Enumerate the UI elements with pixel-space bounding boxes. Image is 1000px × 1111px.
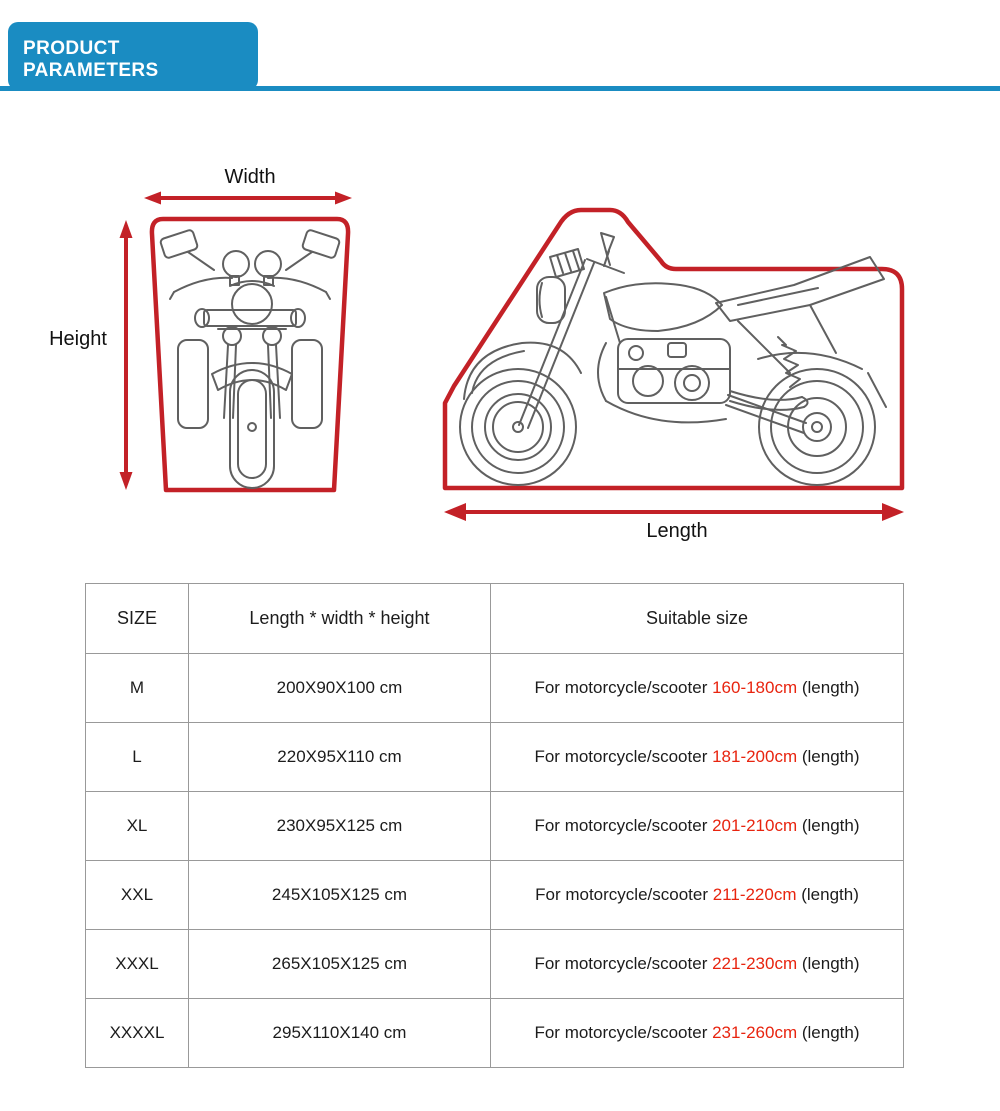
size-cell: XXXL xyxy=(86,930,189,999)
suitable-suffix: (length) xyxy=(797,1023,860,1042)
suitable-suffix: (length) xyxy=(797,678,860,697)
suitable-prefix: For motorcycle/scooter xyxy=(535,885,713,904)
table-header-row xyxy=(86,584,904,654)
table-row xyxy=(86,723,904,792)
suitable-prefix: For motorcycle/scooter xyxy=(534,1023,713,1042)
suitable-cell xyxy=(491,861,904,930)
suitable-prefix: For motorcycle/scooter xyxy=(534,747,713,766)
length-label: Length xyxy=(646,520,708,542)
section-title-badge xyxy=(8,22,258,90)
suitable-range: 160-180cm xyxy=(712,678,798,697)
dimensions-cell: 220X95X110 cm xyxy=(189,723,491,792)
length-arrow-icon xyxy=(442,501,906,523)
dimensions-column-header: Length * width * height xyxy=(189,584,491,654)
height-arrow-icon xyxy=(117,219,135,491)
dimensions-cell: 265X105X125 cm xyxy=(189,930,491,999)
suitable-suffix: (length) xyxy=(797,747,860,766)
size-cell: L xyxy=(86,723,189,792)
suitable-column-header: Suitable size xyxy=(491,584,904,654)
size-cell: XXL xyxy=(86,861,189,930)
dimensions-cell: 245X105X125 cm xyxy=(189,861,491,930)
dimensions-cell: 230X95X125 cm xyxy=(189,792,491,861)
size-cell: XXXXL xyxy=(86,999,189,1068)
suitable-cell xyxy=(491,930,904,999)
suitable-range: 211-220cm xyxy=(712,885,797,904)
suitable-prefix: For motorcycle/scooter xyxy=(534,954,713,973)
cover-front-outline xyxy=(152,219,348,490)
motorcycle-front-view-image xyxy=(140,212,360,498)
table-row xyxy=(86,861,904,930)
suitable-suffix: (length) xyxy=(797,816,860,835)
suitable-cell xyxy=(491,654,904,723)
suitable-prefix: For motorcycle/scooter xyxy=(534,678,713,697)
table-row xyxy=(86,999,904,1068)
size-column-header: SIZE xyxy=(86,584,189,654)
width-label: Width xyxy=(224,166,276,188)
table-row xyxy=(86,792,904,861)
size-cell: M xyxy=(86,654,189,723)
suitable-cell xyxy=(491,999,904,1068)
suitable-range: 221-230cm xyxy=(712,954,798,973)
dimensions-cell: 200X90X100 cm xyxy=(189,654,491,723)
dimensions-cell: 295X110X140 cm xyxy=(189,999,491,1068)
width-arrow-icon xyxy=(143,189,353,207)
page-title: PRODUCT PARAMETERS xyxy=(23,38,159,81)
suitable-range: 201-210cm xyxy=(712,816,798,835)
suitable-range: 231-260cm xyxy=(712,1023,798,1042)
suitable-prefix: For motorcycle/scooter xyxy=(534,816,713,835)
suitable-cell xyxy=(491,723,904,792)
table-row xyxy=(86,654,904,723)
size-cell: XL xyxy=(86,792,189,861)
table-row xyxy=(86,930,904,999)
suitable-cell xyxy=(491,792,904,861)
size-table xyxy=(85,583,904,1068)
suitable-range: 181-200cm xyxy=(712,747,798,766)
suitable-suffix: (length) xyxy=(797,954,860,973)
height-label: Height xyxy=(49,328,107,350)
motorcycle-side-view-image xyxy=(438,193,910,495)
suitable-suffix: (length) xyxy=(796,885,859,904)
